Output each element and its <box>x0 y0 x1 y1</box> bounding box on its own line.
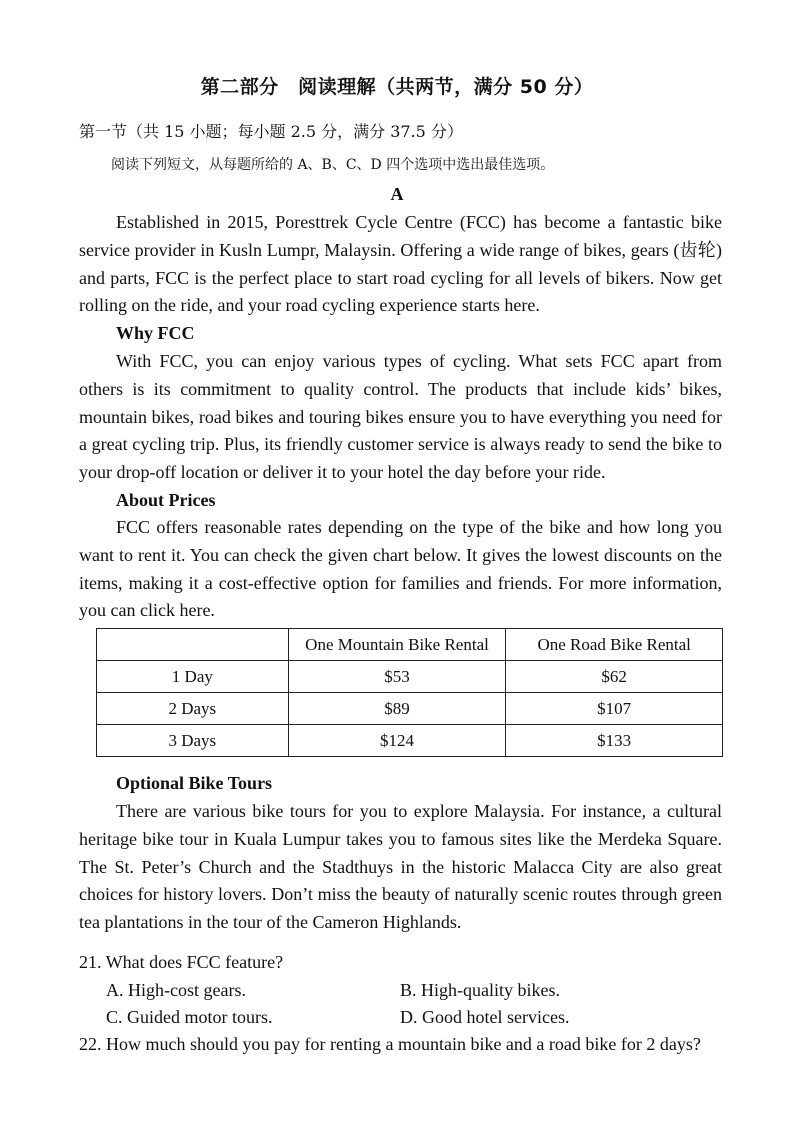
question-21-option-a[interactable]: A. High-cost gears. <box>106 980 246 1000</box>
instructions: 阅读下列短文，从每题所给的 A、B、C、D 四个选项中选出最佳选项。 <box>111 157 555 173</box>
table-cell: $107 <box>506 693 723 725</box>
passage-letter: A <box>390 184 404 204</box>
intro-paragraph: Established in 2015, Poresttrek Cycle Centre (FCC) has become a fantastic bike service provider in Kusln Lumpr, Malaysin. Offering a wide range of bikes, gears (齿轮) and parts, FCC is the perfect place to start road cycling for all levels of bikers. Now get rolling on the ride, and your road cycling experience starts here. <box>79 212 722 316</box>
table-header-cell <box>97 629 289 661</box>
table-header-cell: One Road Bike Rental <box>506 629 723 661</box>
about-prices-paragraph: FCC offers reasonable rates depending on the type of the bike and how long you want to rent it. You can check the given chart below. It gives the lowest discounts on the items, making it a cost-effective option for families and friends. For more information, you can click here. <box>79 517 722 621</box>
question-21-option-b[interactable]: B. High-quality bikes. <box>400 980 560 1000</box>
bike-tours-heading: Optional Bike Tours <box>116 773 273 793</box>
table-row <box>97 725 723 757</box>
table-header-cell: One Mountain Bike Rental <box>288 629 506 661</box>
table-cell: 2 Days <box>97 693 289 725</box>
table-row <box>97 693 723 725</box>
bike-tours-paragraph: There are various bike tours for you to explore Malaysia. For instance, a cultural heritage bike tour in Kuala Lumpur takes you to famous sites like the Merdeka Square. The St. Peter’s Church and the Stadthuys in the historic Malacca City are also great choices for history lovers. Don’t miss the beauty of naturally scenic routes through green tea plantations in the tour of the Cameron Highlands. <box>79 801 722 933</box>
table-cell: $53 <box>288 661 506 693</box>
why-fcc-paragraph: With FCC, you can enjoy various types of cycling. What sets FCC apart from others is its commitment to quality control. The products that include kids’ bikes, mountain bikes, road bikes and touring bikes ensure you to have everything you need for a great cycling trip. Plus, its friendly customer service is always ready to send the bike to your drop-off location or deliver it to your hotel the day before your ride. <box>79 351 722 483</box>
question-21-stem: 21. What does FCC feature? <box>79 952 284 972</box>
table-cell: $89 <box>288 693 506 725</box>
question-22-stem: 22. How much should you pay for renting a mountain bike and a road bike for 2 days? <box>79 1034 701 1054</box>
section-heading: 第一节（共 15 小题；每小题 2.5 分，满分 37.5 分） <box>79 122 463 141</box>
page-title: 第二部分 阅读理解（共两节，满分 50 分） <box>200 76 594 98</box>
table-cell: 3 Days <box>97 725 289 757</box>
table-row <box>97 661 723 693</box>
table-cell: $124 <box>288 725 506 757</box>
question-21-option-d[interactable]: D. Good hotel services. <box>400 1007 570 1027</box>
table-cell: 1 Day <box>97 661 289 693</box>
table-header-row <box>97 629 723 661</box>
table-cell: $133 <box>506 725 723 757</box>
table-cell: $62 <box>506 661 723 693</box>
about-prices-heading: About Prices <box>116 490 216 510</box>
question-21-option-c[interactable]: C. Guided motor tours. <box>106 1007 273 1027</box>
why-fcc-heading: Why FCC <box>116 323 195 343</box>
price-table <box>96 628 723 757</box>
